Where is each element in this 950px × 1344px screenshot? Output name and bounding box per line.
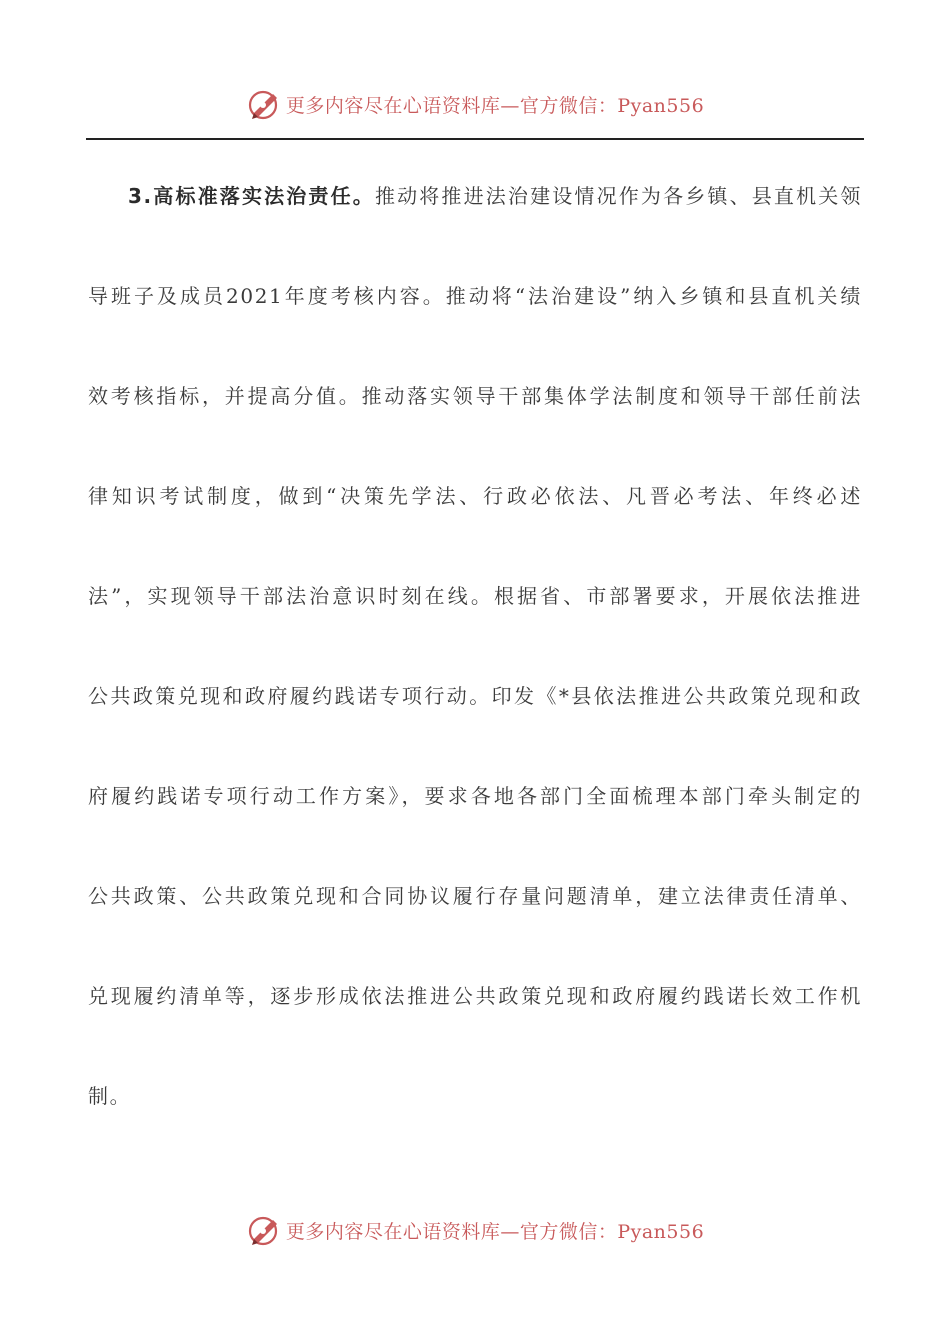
paragraph-line-6: 公共政策兑现和政府履约践诺专项行动。印发《*县依法推进公共政策兑现和政: [88, 684, 862, 708]
paragraph-line-8: 公共政策、公共政策兑现和合同协议履行存量问题清单，建立法律责任清单、: [88, 884, 862, 908]
pen-seal-icon: [246, 1212, 282, 1248]
page-header: [0, 84, 950, 124]
header-brand-text: 更多内容尽在心语资料库—官方微信：Pyan556: [285, 94, 705, 117]
paragraph-line-text: 推动将推进法治建设情况作为各乡镇、县直机关领: [374, 184, 863, 208]
pen-seal-icon: [246, 86, 282, 122]
paragraph-line-7: 府履约践诺专项行动工作方案》，要求各地各部门全面梳理本部门牵头制定的: [88, 784, 862, 808]
paragraph-line-1: [88, 146, 862, 246]
paragraph-line-3: 效考核指标，并提高分值。推动落实领导干部集体学法制度和领导干部任前法: [88, 384, 862, 408]
paragraph-line-9: 兑现履约清单等，逐步形成依法推进公共政策兑现和政府履约践诺长效工作机: [88, 984, 862, 1008]
paragraph-line-10: 制。: [88, 1084, 132, 1108]
paragraph-lead-heading: 3.高标准落实法治责任。: [128, 184, 375, 208]
paragraph-line-5: 法”，实现领导干部法治意识时刻在线。根据省、市部署要求，开展依法推进: [88, 584, 862, 608]
paragraph-line-4: 律知识考试制度，做到“决策先学法、行政必依法、凡晋必考法、年终必述: [88, 484, 862, 508]
footer-brand-text: 更多内容尽在心语资料库—官方微信：Pyan556: [285, 1220, 705, 1243]
paragraph-line-2: 导班子及成员2021年度考核内容。推动将“法治建设”纳入乡镇和县直机关绩: [88, 284, 862, 308]
document-paragraph: [88, 146, 862, 1146]
page-footer: [0, 1210, 950, 1250]
header-divider: [86, 138, 864, 140]
